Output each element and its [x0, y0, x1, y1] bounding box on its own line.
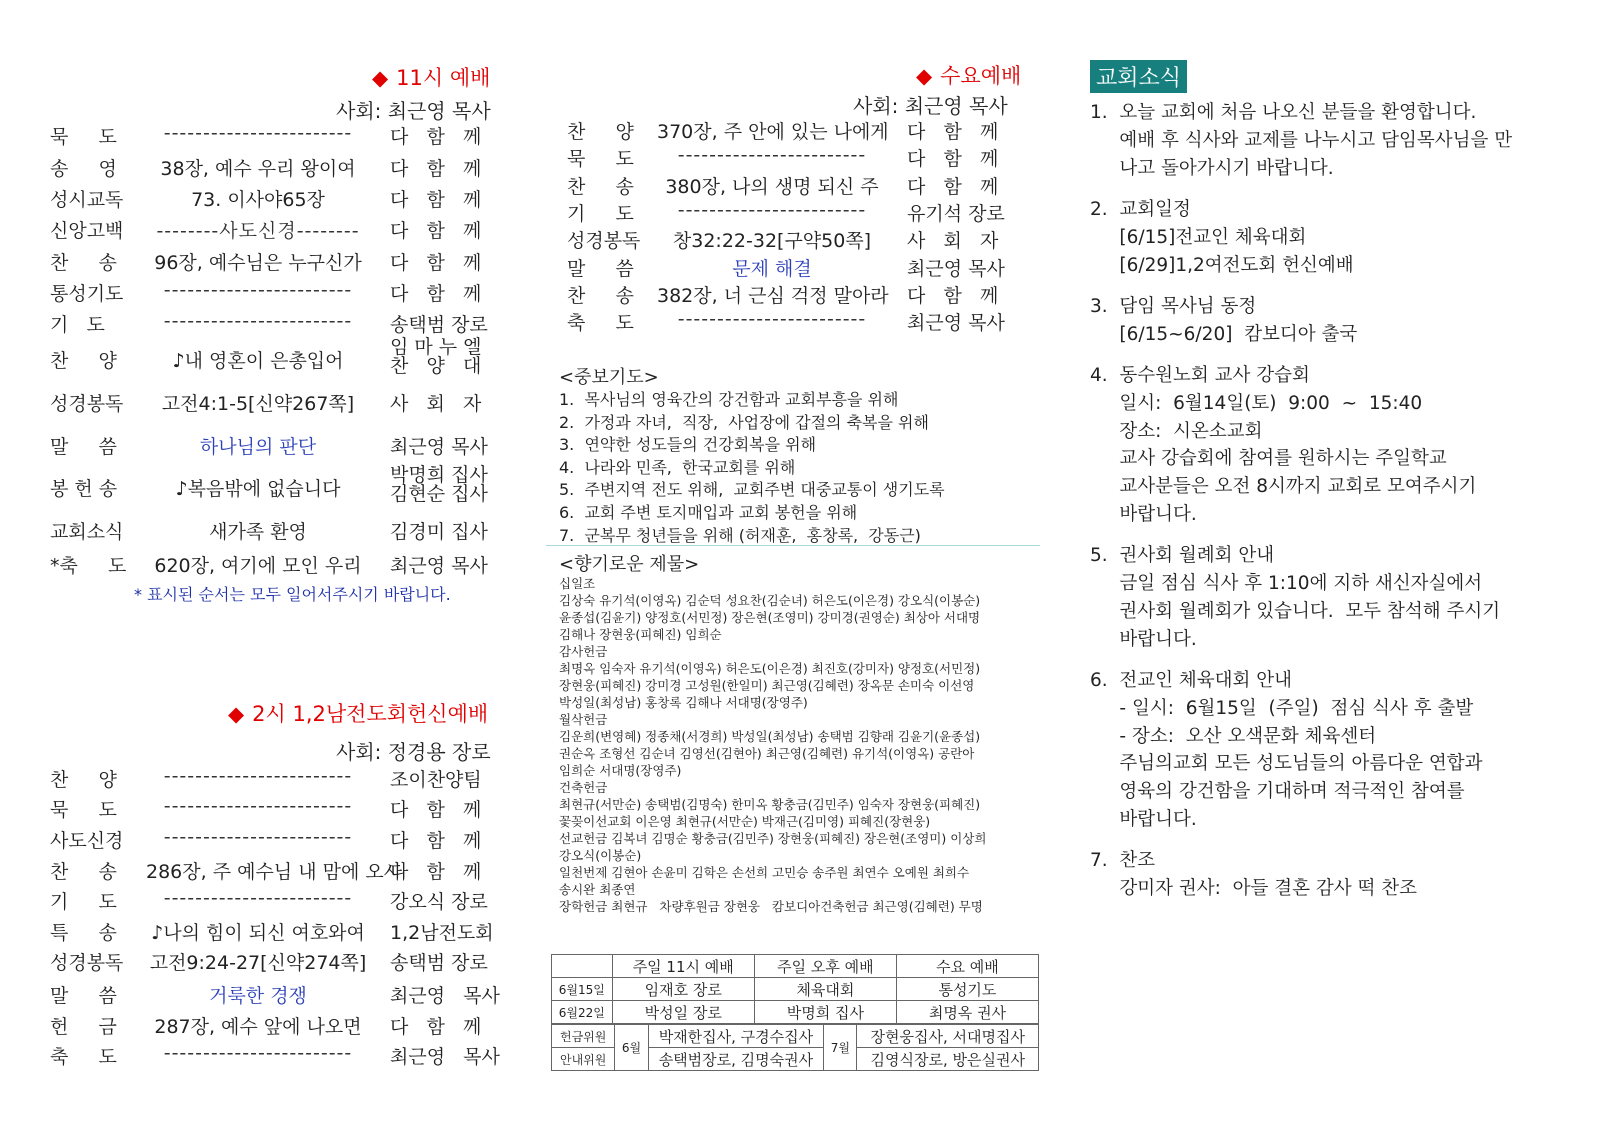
news-item-line: - 장소: 오산 오색문화 체육센터 — [1090, 725, 1377, 747]
order-item-content: ------------------------ — [677, 199, 867, 221]
order-item-leader: 다 함 께 — [390, 799, 482, 821]
table-row — [552, 955, 1039, 978]
table-cell: 7월 — [824, 1025, 857, 1071]
order-item-name: 성경봉독 — [50, 952, 124, 974]
order-item-leader: 강오식 장로 — [390, 891, 488, 913]
order-item-content: 고전4:1-5[신약267쪽] — [161, 393, 355, 415]
leader-line: 사회: 정경용 장로 — [336, 740, 491, 764]
news-item-line: [6/29]1,2여전도회 헌신예배 — [1090, 254, 1354, 276]
order-item-name: 묵 도 — [567, 148, 634, 170]
order-item-leader-line: 찬 양 대 — [390, 355, 482, 377]
order-item-content: 73. 이사야65장 — [191, 189, 325, 211]
offering-line: 김해나 장현웅(피혜진) 임희순 — [559, 627, 722, 642]
offering-line: 최명옥 임숙자 유기석(이영옥) 허은도(이은경) 최진호(강미자) 양정호(서민정) — [559, 661, 981, 676]
order-item-content: 96장, 예수님은 누구신가 — [154, 252, 362, 274]
order-item-leader: 다 함 께 — [390, 861, 482, 883]
order-item-name: *축 도 — [50, 555, 127, 577]
order-item-leader: 조이찬양팀 — [390, 769, 482, 791]
order-item-leader — [390, 338, 482, 376]
section-title-wednesday — [916, 60, 1021, 90]
order-item-content: ------------------------ — [677, 308, 867, 330]
order-item-content: 거룩한 경쟁 — [209, 985, 307, 1007]
order-item-name: 성시교독 — [50, 189, 124, 211]
offering-line: 김상숙 유기석(이영옥) 김순덕 성요찬(김순녀) 허은도(이은경) 강오식(이봉순) — [559, 593, 981, 608]
order-item-leader: 다 함 께 — [390, 252, 482, 274]
order-item-content: 문제 해결 — [732, 258, 812, 280]
offering-line: 강오식(이봉순) — [559, 848, 642, 863]
diamond-icon: ◆ — [372, 66, 389, 90]
table-cell: 송택범장로, 김명숙권사 — [648, 1048, 824, 1071]
offering-line: 윤종섭(김윤기) 양정호(서민정) 장은현(조영미) 강미경(권영순) 최상아 서대명 — [559, 610, 981, 625]
order-item-leader: 사 회 자 — [907, 230, 999, 252]
order-item-leader: 송택범 장로 — [390, 314, 488, 336]
offering-line: 감사헌금 — [559, 644, 608, 659]
prayer-item: 1. 목사님의 영육간의 강건함과 교회부흥을 위해 — [559, 390, 899, 409]
offering-line: 송시완 최종연 — [559, 882, 636, 897]
news-item-line: [6/15]전교인 체육대회 — [1090, 226, 1307, 248]
offering-line: 건축헌금 — [559, 780, 608, 795]
offering-line: 임희순 서대명(장영주) — [559, 763, 682, 778]
news-item-title: 3. 담임 목사님 동정 — [1090, 295, 1257, 317]
news-item-line: 금일 점심 식사 후 1:10에 지하 새신자실에서 — [1090, 573, 1483, 594]
table-header: 주일 오후 예배 — [754, 955, 896, 978]
standing-note: * 표시된 순서는 모두 일어서주시기 바랍니다. — [134, 585, 451, 604]
order-item-name: 송 영 — [50, 158, 117, 180]
order-item-name: 찬 송 — [50, 861, 117, 883]
news-item-line: [6/15~6/20] 캄보디아 출국 — [1090, 323, 1358, 345]
order-item-name: 기 도 — [567, 203, 634, 225]
order-item-content: 하나님의 판단 — [199, 436, 317, 458]
news-item-line: 바랍니다. — [1090, 503, 1197, 525]
order-item-name: 묵 도 — [50, 126, 117, 148]
order-item-leader: 다 함 께 — [390, 126, 482, 148]
order-item-content: ------------------------ — [163, 826, 353, 848]
news-item-line: 교사 강습회에 참여를 원하시는 주일학교 — [1090, 448, 1447, 470]
prayer-item: 3. 연약한 성도들의 건강회복을 위해 — [559, 435, 817, 455]
order-item-content: 창32:22-32[구약50쪽] — [672, 230, 872, 252]
table-cell: 최명옥 권사 — [896, 1001, 1038, 1024]
order-item-content: 287장, 예수 앞에 나오면 — [154, 1016, 362, 1038]
order-item-content: 38장, 예수 우리 왕이여 — [160, 158, 356, 180]
table-row — [552, 1001, 1039, 1024]
order-item-content: ------------------------ — [163, 795, 353, 817]
order-item-leader: 최근영 목사 — [390, 985, 500, 1007]
order-item-leader: 다 함 께 — [390, 189, 482, 211]
order-item-leader: 최근영 목사 — [390, 555, 488, 577]
news-item-title: 1. 오늘 교회에 처음 나오신 분들을 환영합니다. — [1090, 102, 1477, 123]
section-title-2pm — [228, 698, 488, 728]
order-item-content: ♪복음밖에 없습니다 — [175, 478, 341, 500]
order-item-name: 특 송 — [50, 922, 117, 944]
order-item-content: ------------------------ — [163, 279, 353, 301]
offering-line: 장현웅(피혜진) 강미경 고성원(한일미) 최근영(김혜련) 장옥문 손미숙 이선영 — [559, 678, 975, 693]
order-item-name: 교회소식 — [50, 521, 124, 543]
offering-line: 권순옥 조형선 김순녀 김영선(김현아) 최근영(김혜련) 유기석(이영옥) 공란아 — [559, 746, 975, 761]
news-item-line: 바랍니다. — [1090, 628, 1197, 650]
order-item-leader: 다 함 께 — [907, 176, 999, 198]
prayer-item: 7. 군복무 청년들을 위해 (허재훈, 홍창록, 강동근) — [559, 525, 921, 545]
order-item-content: ♪내 영혼이 은총입어 — [172, 350, 344, 372]
news-item-line: 예배 후 식사와 교제를 나누시고 담임목사님을 만 — [1090, 129, 1513, 151]
order-item-content: ------------------------ — [677, 144, 867, 166]
order-item-name: 묵 도 — [50, 799, 117, 821]
order-item-name: 성경봉독 — [50, 393, 124, 415]
table-cell: 박성일 장로 — [612, 1001, 754, 1024]
table-cell: 임재호 장로 — [612, 978, 754, 1001]
order-item-name: 기 도 — [50, 314, 105, 336]
section-title-11am — [372, 62, 490, 92]
table-cell: 통성기도 — [896, 978, 1038, 1001]
order-item-content: ------------------------ — [163, 122, 353, 144]
news-item-title: 7. 찬조 — [1090, 850, 1156, 872]
order-item-name: 기 도 — [50, 891, 117, 913]
order-item-leader: 사 회 자 — [390, 393, 482, 415]
prayer-item: 6. 교회 주변 토지매입과 교회 봉헌을 위해 — [559, 503, 858, 522]
order-item-leader: 1,2남전도회 — [390, 922, 494, 944]
leader-line: 사회: 최근영 목사 — [336, 99, 491, 123]
news-item-line: 영육의 강건함을 기대하며 적극적인 참여를 — [1090, 781, 1465, 803]
prayer-item: 4. 나라와 민족, 한국교회를 위해 — [559, 457, 796, 477]
order-item-content: ------------------------ — [163, 887, 353, 909]
order-item-content: 382장, 너 근심 걱정 말아라 — [657, 285, 889, 307]
offering-line: 선교헌금 김복녀 김명순 황충금(김민주) 장현웅(피혜진) 장은현(조영미) 이상희 — [559, 831, 987, 846]
order-item-leader: 다 함 께 — [907, 285, 999, 307]
order-item-leader: 송택범 장로 — [390, 952, 488, 974]
order-item-leader: 유기석 장로 — [907, 203, 1005, 225]
leader-line: 사회: 최근영 목사 — [853, 94, 1008, 118]
news-item-line: 권사회 월례회가 있습니다. 모두 참석해 주시기 — [1090, 600, 1501, 622]
section-title-text: 수요예배 — [940, 64, 1022, 88]
order-item-content: 고전9:24-27[신약274쪽] — [149, 952, 367, 974]
offerings-header: <향기로운 제물> — [559, 554, 700, 575]
order-item-leader-line: 임 마 누 엘 — [390, 336, 482, 358]
order-item-name: 축 도 — [567, 312, 634, 334]
table-cell: 6월 — [615, 1025, 648, 1071]
order-item-content: ------------------------ — [163, 310, 353, 332]
offering-line: 십일조 — [559, 576, 596, 591]
offering-line: 박성일(최성남) 홍창록 김해나 서대명(장영주) — [559, 695, 808, 710]
order-item-name: 찬 양 — [50, 350, 117, 372]
offering-line: 일천번제 김현아 손윤미 김학은 손선희 고민승 송주원 최연수 오예원 최희수 — [559, 865, 970, 880]
order-item-name: 헌 금 — [50, 1016, 117, 1038]
offering-line: 장학헌금 최현규 차량후원금 장현웅 캄보디아건축헌금 최근영(김혜련) 무명 — [559, 899, 983, 914]
offering-line: 김운희(변영혜) 정종채(서경희) 박성일(최성남) 송택범 김향래 김윤기(윤종섭) — [559, 729, 981, 744]
order-item-leader: 다 함 께 — [390, 158, 482, 180]
news-item-line: 교사분들은 오전 8시까지 교회로 모여주시기 — [1090, 476, 1477, 498]
order-item-name: 찬 송 — [50, 252, 117, 274]
order-item-name: 찬 양 — [50, 769, 117, 791]
news-item-line: - 일시: 6월15일 (주일) 점심 식사 후 출발 — [1090, 697, 1474, 719]
order-item-name: 성경봉독 — [567, 230, 641, 252]
table-cell: 박재한집사, 구경수집사 — [648, 1025, 824, 1048]
order-item-leader: 다 함 께 — [907, 121, 999, 143]
duty-table-bottom — [551, 1024, 1039, 1071]
table-cell: 6월22일 — [552, 1001, 613, 1024]
order-item-name: 찬 송 — [567, 285, 634, 307]
order-item-content: --------사도신경-------- — [156, 220, 360, 242]
order-item-content: 370장, 주 안에 있는 나에게 — [657, 121, 889, 143]
news-item-title: 5. 권사회 월례회 안내 — [1090, 545, 1275, 567]
table-row — [552, 1025, 1039, 1048]
order-item-content: 새가족 환영 — [209, 521, 307, 543]
table-row — [552, 978, 1039, 1001]
order-item-name: 말 씀 — [567, 258, 634, 280]
order-item-leader-line: 김현순 집사 — [390, 483, 488, 505]
news-title: 교회소식 — [1090, 60, 1187, 93]
table-header: 수요 예배 — [896, 955, 1038, 978]
news-item-title: 2. 교회일정 — [1090, 198, 1191, 220]
order-item-content: ------------------------ — [163, 765, 353, 787]
news-item-line: 주님의교회 모든 성도님들의 아름다운 연합과 — [1090, 753, 1483, 775]
offering-line: 월삭헌금 — [559, 712, 608, 727]
table-header: 주일 11시 예배 — [612, 955, 754, 978]
diamond-icon: ◆ — [916, 64, 933, 88]
order-item-name: 말 씀 — [50, 985, 117, 1007]
news-item-line: 일시: 6월14일(토) 9:00 ~ 15:40 — [1090, 392, 1423, 414]
duty-table-top — [551, 954, 1039, 1024]
section-title-text: 11시 예배 — [396, 66, 491, 90]
news-item-line: 강미자 권사: 아들 결혼 감사 떡 찬조 — [1090, 878, 1417, 899]
section-title-text: 2시 1,2남전도회헌신예배 — [252, 702, 489, 726]
order-item-leader: 다 함 께 — [390, 220, 482, 242]
order-item-name: 말 씀 — [50, 436, 117, 458]
order-item-leader: 최근영 목사 — [390, 1046, 500, 1068]
divider — [546, 545, 1040, 546]
offering-line: 최현규(서만순) 송택범(김명숙) 한미옥 황충금(김민주) 임숙자 장현웅(피혜진) — [559, 797, 981, 812]
order-item-content: ------------------------ — [163, 1042, 353, 1064]
offering-line: 꽃꽂이선교회 이은영 최현규(서만순) 박재근(김미영) 피혜진(장현웅) — [559, 814, 931, 829]
table-cell: 체육대회 — [754, 978, 896, 1001]
order-item-name: 찬 송 — [567, 176, 634, 198]
news-item-line: 장소: 시온소교회 — [1090, 420, 1263, 442]
diamond-icon: ◆ — [228, 702, 245, 726]
order-item-content: ♪나의 힘이 되신 여호와여 — [151, 922, 365, 944]
news-item-line: 바랍니다. — [1090, 808, 1197, 830]
order-item-leader: 다 함 께 — [390, 283, 482, 305]
order-item-leader: 다 함 께 — [390, 1016, 482, 1038]
news-item-title: 4. 동수원노회 교사 강습회 — [1090, 364, 1310, 386]
table-cell: 안내위원 — [552, 1048, 615, 1071]
news-item-title: 6. 전교인 체육대회 안내 — [1090, 669, 1293, 691]
order-item-name: 축 도 — [50, 1046, 117, 1068]
news-item-line: 나고 돌아가시기 바랍니다. — [1090, 157, 1334, 179]
order-item-leader-line: 박명희 집사 — [390, 464, 488, 486]
prayer-item: 5. 주변지역 전도 위해, 교회주변 대중교통이 생기도록 — [559, 480, 945, 500]
table-cell: 헌금위원 — [552, 1025, 615, 1048]
order-item-name: 찬 양 — [567, 121, 634, 143]
order-item-leader: 최근영 목사 — [390, 436, 488, 458]
order-item-leader — [390, 466, 488, 504]
table-cell: 6월15일 — [552, 978, 613, 1001]
order-item-leader: 최근영 목사 — [907, 312, 1005, 334]
table-cell: 박명희 집사 — [754, 1001, 896, 1024]
table-cell — [552, 955, 613, 978]
order-item-content: 620장, 여기에 모인 우리 — [154, 555, 362, 577]
order-item-name: 사도신경 — [50, 830, 124, 852]
order-item-name: 신앙고백 — [50, 220, 124, 242]
prayer-header: <중보기도> — [559, 367, 659, 388]
order-item-name: 통성기도 — [50, 283, 124, 305]
table-cell: 김영식장로, 방은실권사 — [857, 1048, 1039, 1071]
order-item-leader: 최근영 목사 — [907, 258, 1005, 280]
order-item-content: 380장, 나의 생명 되신 주 — [665, 176, 879, 198]
table-cell: 장현웅집사, 서대명집사 — [857, 1025, 1039, 1048]
order-item-leader: 김경미 집사 — [390, 521, 488, 543]
prayer-item: 2. 가정과 자녀, 직장, 사업장에 갑절의 축복을 위해 — [559, 412, 929, 432]
order-item-content: 286장, 주 예수님 내 맘에 오사 — [146, 861, 403, 883]
order-item-leader: 다 함 께 — [907, 148, 999, 170]
order-item-name: 봉 헌 송 — [50, 478, 118, 500]
order-item-leader: 다 함 께 — [390, 830, 482, 852]
